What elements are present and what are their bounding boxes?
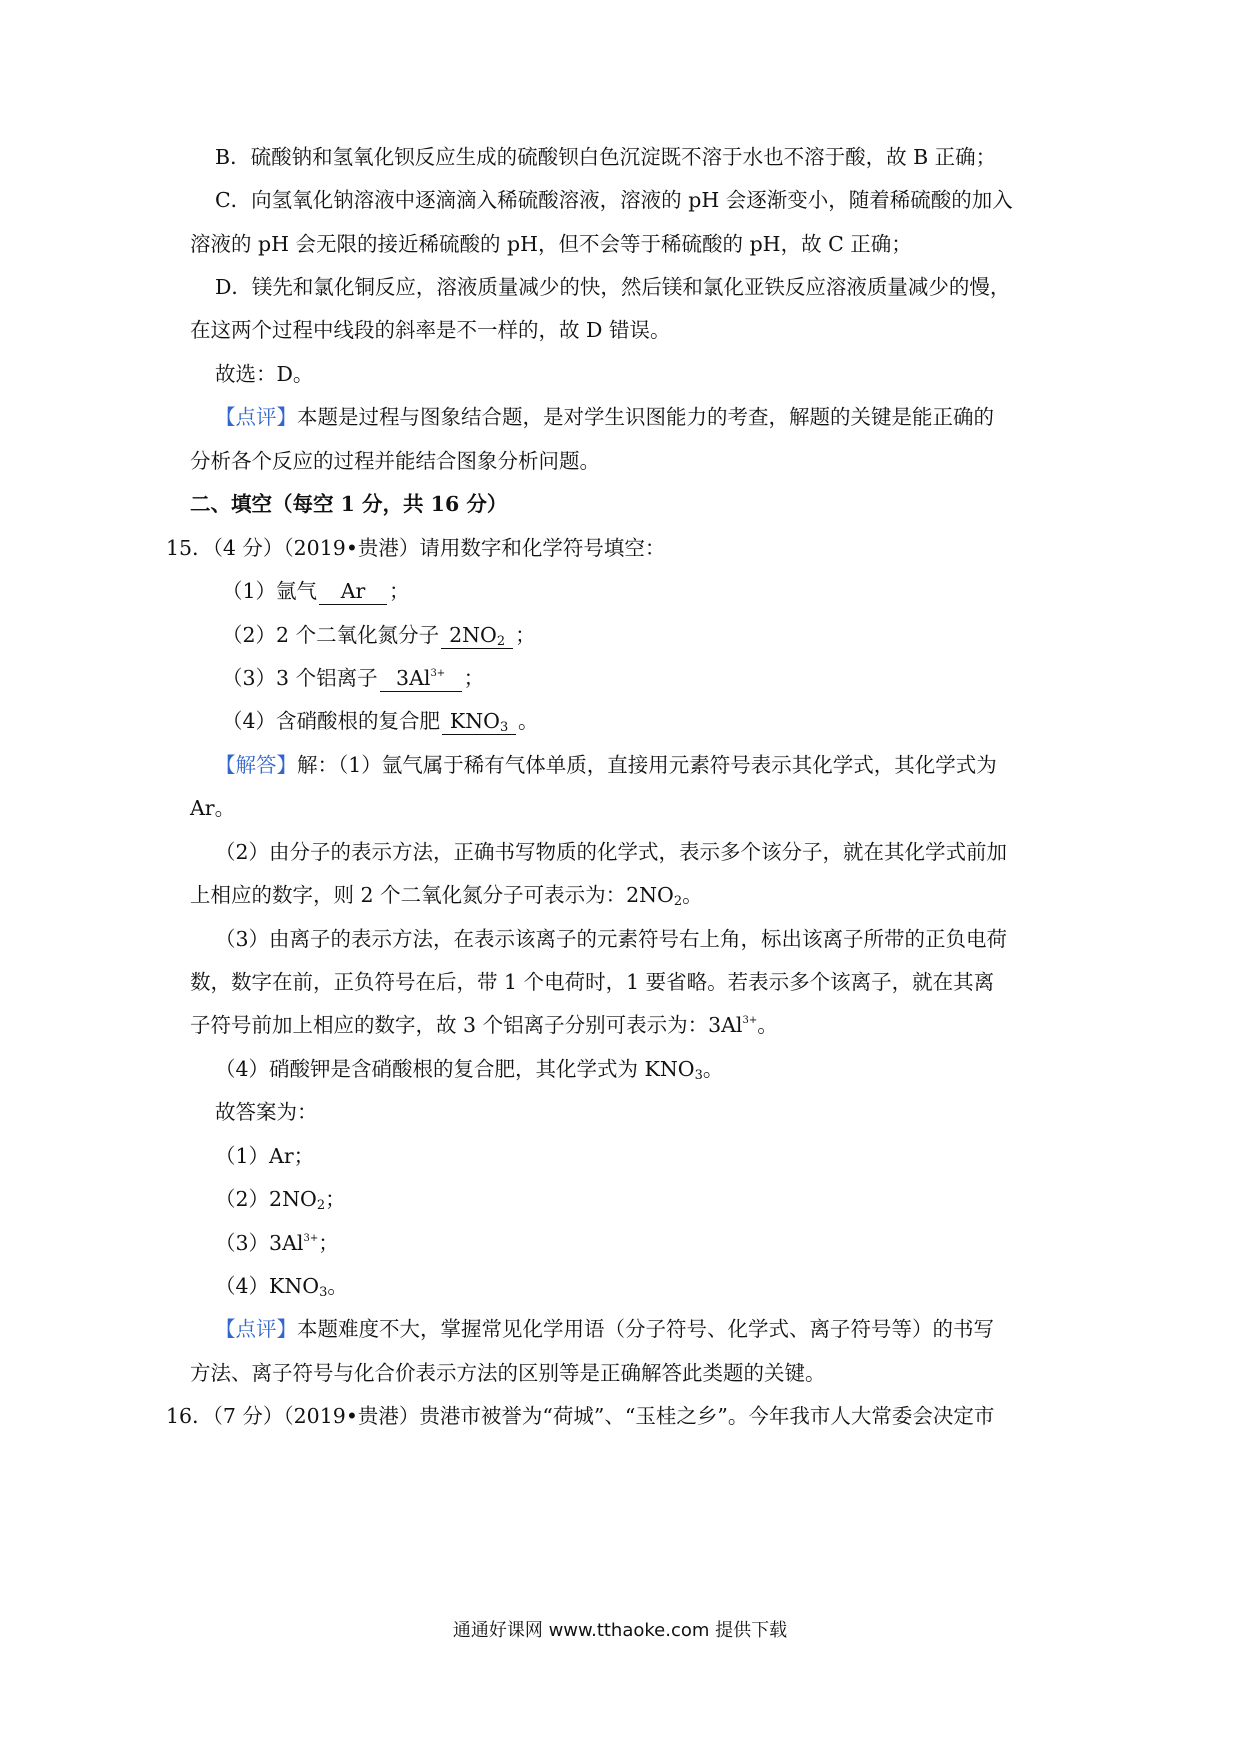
comment-tag: 【点评】 xyxy=(215,405,297,429)
question-16-stem: 16．（7 分）（2019•贵港）贵港市被誉为“荷城”、“玉桂之乡”。今年我市人大常委会决定市 xyxy=(166,1404,995,1428)
final-answer-3: $(3)3Al^{3+}$； xyxy=(215,1231,339,1255)
q15-part-4: （4）含硝酸根的复合肥 $KNO_3$ 。 xyxy=(222,709,539,735)
option-c-explanation-line2: 溶液的 pH 会无限的接近稀硫酸的 pH，但不会等于稀硫酸的 pH，故 C 正确； xyxy=(190,232,912,256)
q15-part-2-answer: $2NO_2$ xyxy=(441,622,513,649)
q15-part-3: （3）3 个铝离子 $3Al^{3+}$ ； xyxy=(222,666,485,690)
answer-4-line: （4）硝酸钾是含硝酸根的复合肥，其化学式为 $KNO_3$。 xyxy=(215,1057,724,1083)
q15-part-3-answer: $3Al^{3+}$ xyxy=(380,665,462,692)
option-b-explanation: B．硫酸钠和氢氧化钡反应生成的硫酸钡白色沉淀既不溶于水也不溶于酸，故 B 正确； xyxy=(215,145,997,169)
q15-part-4-prompt: （4）含硝酸根的复合肥 xyxy=(222,709,441,733)
answer-3-line1: （3）由离子的表示方法，在表示该离子的元素符号右上角，标出该离子所带的正负电荷 xyxy=(215,927,1008,951)
final-answer-heading: 故答案为： xyxy=(215,1100,318,1124)
final-answer-4: $(4)KNO_3$。 xyxy=(215,1274,348,1300)
comment-tag: 【点评】 xyxy=(215,1317,297,1341)
question-15-stem: 15．（4 分）（2019•贵港）请用数字和化学符号填空： xyxy=(166,536,666,560)
section-heading: 二、填空（每空 1 分，共 16 分） xyxy=(190,492,508,516)
q15-part-1-prompt: （1）氩气 xyxy=(222,579,318,603)
page-footer: 通通好课网 www.tthaoke.com 提供下载 xyxy=(452,1620,788,1641)
q15-part-3-prompt: （3）3 个铝离子 xyxy=(222,666,378,690)
option-d-explanation-line2: 在这两个过程中线段的斜率是不一样的，故 D 错误。 xyxy=(190,318,671,342)
q15-part-1-answer: Ar xyxy=(319,578,387,605)
answer-line2: Ar。 xyxy=(190,796,236,820)
answer-2-line1: （2）由分子的表示方法，正确书写物质的化学式，表示多个该分子，就在其化学式前加 xyxy=(215,840,1008,864)
answer-3-line2: 数，数字在前，正负符号在后，带 1 个电荷时，1 要省略。若表示多个该离子，就在其离 xyxy=(190,970,995,994)
q15-part-1: （1）氩气 Ar ； xyxy=(222,579,410,603)
final-answer-2: $(2)2NO_2$； xyxy=(215,1187,346,1213)
option-c-explanation-line1: C．向氢氧化钠溶液中逐滴滴入稀硫酸溶液，溶液的 pH 会逐渐变小，随着稀硫酸的加入 xyxy=(215,188,1013,212)
q15-part-2: （2）2 个二氧化氮分子 $2NO_2$ ； xyxy=(222,623,536,649)
option-d-explanation-line1: D．镁先和氯化铜反应，溶液质量减少的快，然后镁和氯化亚铁反应溶液质量减少的慢， xyxy=(215,275,1011,299)
answer-text-1: 解：（1）氩气属于稀有气体单质，直接用元素符号表示其化学式，其化学式为 xyxy=(297,753,997,777)
choice-line: 故选：D。 xyxy=(215,362,314,386)
q15-part-2-prompt: （2）2 个二氧化氮分子 xyxy=(222,623,440,647)
answer-tag: 【解答】 xyxy=(215,753,297,777)
answer-3-line3: 子符号前加上相应的数字，故 3 个铝离子分别可表示为：$3Al^{3+}$。 xyxy=(190,1013,778,1037)
comment-1-text: 本题是过程与图象结合题，是对学生识图能力的考查，解题的关键是能正确的 xyxy=(297,405,994,429)
comment-1-line1 xyxy=(215,402,994,432)
comment-2-text: 本题难度不大，掌握常见化学用语（分子符号、化学式、离子符号等）的书写 xyxy=(297,1317,994,1341)
comment-1-line2: 分析各个反应的过程并能结合图象分析问题。 xyxy=(190,449,600,473)
q15-part-4-answer: $KNO_3$ xyxy=(442,708,516,735)
comment-2-line2: 方法、离子符号与化合价表示方法的区别等是正确解答此类题的关键。 xyxy=(190,1361,826,1385)
comment-2-line1 xyxy=(215,1314,994,1344)
answer-2-line2: 上相应的数字，则 2 个二氧化氮分子可表示为：$2NO_2$。 xyxy=(190,883,703,909)
final-answer-1: （1）Ar； xyxy=(215,1144,315,1168)
answer-line1 xyxy=(215,750,997,780)
